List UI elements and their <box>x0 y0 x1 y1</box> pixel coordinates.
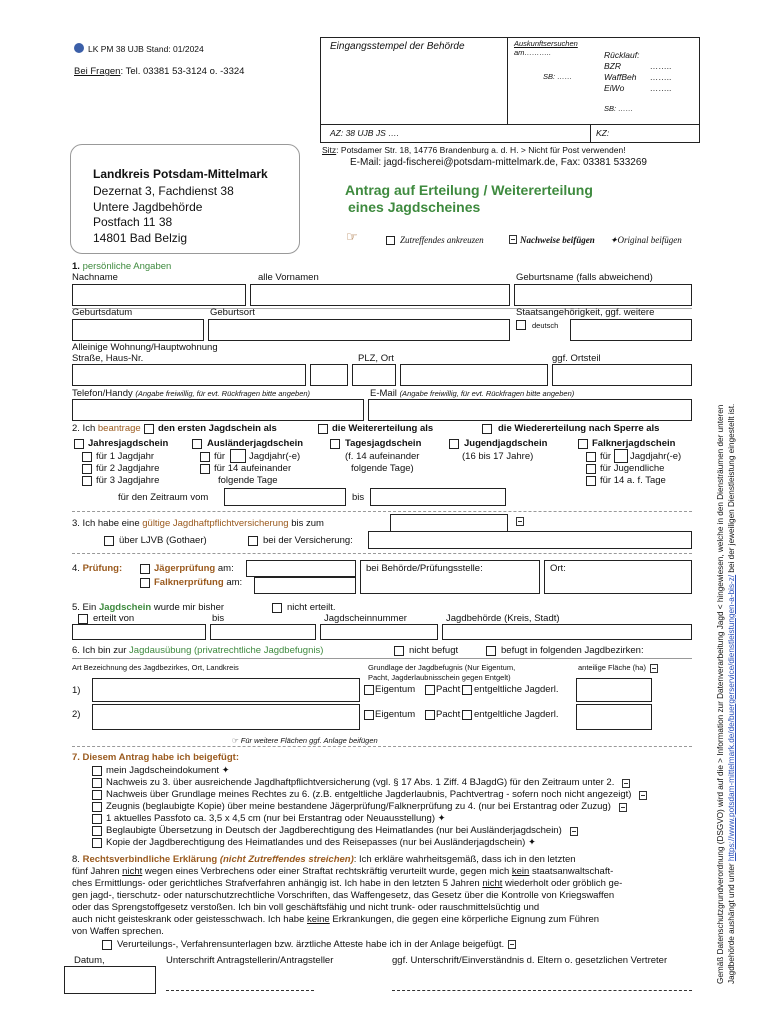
falkner-jj-checkbox[interactable] <box>586 452 596 462</box>
kz-label: KZ: <box>596 128 610 138</box>
form-title-line1: Antrag auf Erteilung / Weitererteilung <box>345 182 593 198</box>
nicht-befugt-label: nicht befugt <box>409 645 459 656</box>
versicherung-input[interactable] <box>368 531 692 549</box>
declaration-line6: von Waffen sprechen. <box>72 926 164 937</box>
declaration-line1: fünf Jahren nicht wegen eines Verbrechens oder einer Straftat rechtskräftig verurteilt wurde, gegen mich kein staatsanwaltschaft- <box>72 866 614 877</box>
jagdbehoerde-label: Jagdbehörde (Kreis, Stadt) <box>446 613 560 624</box>
attachment-item: Nachweis über Grundlage meines Rechtes zu 6. (z.B. entgeltliche Jagderlaubnis, Pachtvertrag - sofern noch nicht angezeigt) <box>106 789 632 800</box>
address-line1: Landkreis Potsdam-Mittelmark <box>93 167 268 181</box>
document-icon <box>505 234 517 245</box>
sec8-heading: 8. Rechtsverbindliche Erklärung (nicht Zutreffendes streichen): Ich erkläre wahrheitsgemäß, dass ich in den letzten <box>72 854 576 865</box>
row2-entgelt-checkbox[interactable] <box>462 710 472 720</box>
auslaender-label: Ausländerjagdschein <box>207 438 304 449</box>
stamp-label: Eingangsstempel der Behörde <box>330 41 465 52</box>
falkner-checkbox[interactable] <box>578 439 588 449</box>
pruefung-ort-input[interactable] <box>544 560 692 594</box>
flaeche-header: anteilige Fläche (ha) <box>578 663 658 673</box>
row1-pacht-label: Pacht <box>436 684 461 695</box>
falkner-14-label: für 14 a. f. Tage <box>600 475 666 486</box>
declaration-line2: ches Ermittlungs- oder gerichtliches Strafverfahren anhängig ist. Ich habe in den letzten 5 Jahren nicht wiederholt oder gröblich ge- <box>72 878 623 889</box>
row2-eigentum-label: Eigentum <box>375 709 416 720</box>
ort-input[interactable] <box>400 364 548 386</box>
legend-original: ✦Original beifügen <box>610 235 682 245</box>
nicht-erteilt-checkbox[interactable] <box>272 603 282 613</box>
jaegerpruefung-label: Jägerprüfung am: <box>154 563 234 574</box>
zeitraum-bis-label: bis <box>352 492 365 503</box>
geburtsort-label: Geburtsort <box>210 307 255 318</box>
declaration-line3: gen jagd-, tierschutz- oder naturschutzrechtliche Vorschriften, das Waffengesetz, das Gesetz über die Kontrolle von Kriegswaffen <box>72 890 615 901</box>
falkner-jugend-checkbox[interactable] <box>586 464 596 474</box>
zeitraum-von-input[interactable] <box>224 488 346 506</box>
row1-entgelt-checkbox[interactable] <box>462 685 472 695</box>
falknerpruefung-date-input[interactable] <box>254 577 356 594</box>
plz-label: PLZ, Ort <box>358 353 394 364</box>
jugend-age: (16 bis 17 Jahre) <box>462 451 534 462</box>
datum-label: Datum, <box>74 955 105 966</box>
auslaender-14-label: für 14 aufeinander <box>214 463 292 474</box>
sec1-heading: 1. persönliche Angaben <box>72 261 172 272</box>
jugend-checkbox[interactable] <box>449 439 459 449</box>
first-jagdschein-label: den ersten Jagdschein als <box>158 423 277 434</box>
datum-input[interactable] <box>64 966 156 994</box>
bzr-label: BZR <box>604 61 621 71</box>
erteilt-checkbox[interactable] <box>78 614 88 624</box>
eiwo-label: EiWo <box>604 83 625 93</box>
pointing-hand-icon: ☞ <box>346 229 358 244</box>
waffbeh-label: WaffBeh <box>604 72 637 82</box>
nicht-erteilt-label: nicht erteilt. <box>287 602 336 613</box>
falkner-jj-label: Jagdjahr(-e) <box>630 451 682 462</box>
weitere-flaechen-note: ☞ Für weitere Flächen ggf. Anlage beifügen <box>232 736 378 745</box>
jagdbezirk-row1-label: 1) <box>72 685 81 696</box>
email-fax-line: E-Mail: jagd-fischerei@potsdam-mittelmark.de, Fax: 03381 533269 <box>350 157 647 168</box>
staat-label: Staatsangehörigkeit, ggf. weitere <box>516 307 655 318</box>
zeitraum-bis-input[interactable] <box>370 488 506 506</box>
attachment-checkbox[interactable] <box>92 826 102 836</box>
legend-ankreuzen: Zutreffendes ankreuzen <box>400 235 484 245</box>
auskunft-sb: SB: …… <box>543 72 573 81</box>
jagdbezirk-row1-input[interactable] <box>92 678 360 702</box>
sec7-heading: 7. Diesem Antrag habe ich beigefügt: <box>72 752 239 763</box>
auskunft-am: am……….. <box>514 48 552 57</box>
declaration-line4: oder das Sprengstoffgesetz verstoßen. Ich bin voll geschäftsfähig und nicht trunk- oder rauschmittelsüchtig und <box>72 902 540 913</box>
auslaender-folgende-label: folgende Tage <box>218 475 278 486</box>
auslaender-checkbox[interactable] <box>192 439 202 449</box>
dsgvo-sidebar: Gemäß Datenschutzgrundverordnung (DSGVO) wird auf die > Information zur Datenverarbeitung Jagd < hingewiesen, welche in den Diensträumen der unteren Jagdbehörde aushängt und unter https://www.potsdam-mittelmark.de/de/buergerservice/dienstleistungen-a-bis-z/ bei der jeweiligen Dienstleistung eingestellt ist. <box>716 403 736 984</box>
tages-note1: (f. 14 aufeinander <box>345 451 420 462</box>
ljvb-label: über LJVB (Gothaer) <box>119 535 207 546</box>
grundlage-header1: Grundlage der Jagdbefugnis (Nur Eigentum, <box>368 663 516 672</box>
geburtsort-input[interactable] <box>208 319 510 341</box>
falkner-label: Falknerjagdschein <box>592 438 676 449</box>
falknerpruefung-label: Falknerprüfung am: <box>154 577 243 588</box>
attachment-item: Beglaubigte Übersetzung in Deutsch der Jagdberechtigung des Heimatlandes (nur bei Ausländerjagdschein) <box>106 825 562 836</box>
verurteilung-checkbox[interactable] <box>102 940 112 950</box>
sec3-heading: 3. Ich habe eine gültige Jagdhaftpflichtversicherung bis zum <box>72 518 324 529</box>
staat-weitere-input[interactable] <box>570 319 692 341</box>
dsgvo-link[interactable]: https://www.potsdam-mittelmark.de/de/buergerservice/dienstleistungen-a-bis-z/ <box>727 574 736 862</box>
geburtsdatum-input[interactable] <box>72 319 204 341</box>
deutsch-label: deutsch <box>532 321 559 330</box>
falkner-jugend-label: für Jugendliche <box>600 463 665 474</box>
geburtsname-input[interactable] <box>514 284 692 306</box>
geburtsdatum-label: Geburtsdatum <box>72 307 133 318</box>
attachment-item: Kopie der Jagdberechtigung des Heimatlandes und des Reisepasses (nur bei Ausländerjagdschein) ✦ <box>106 837 536 848</box>
geburtsname-label: Geburtsname (falls abweichend) <box>516 272 653 283</box>
row2-entgelt-label: entgeltliche Jagderl. <box>474 709 559 720</box>
erteilt-von-input[interactable] <box>72 624 206 640</box>
hausnr-input[interactable] <box>310 364 348 386</box>
row1-pacht-checkbox[interactable] <box>425 685 435 695</box>
attachment-checkbox[interactable] <box>92 838 102 848</box>
jahr1-checkbox[interactable] <box>82 452 92 462</box>
row2-pacht-checkbox[interactable] <box>425 710 435 720</box>
row2-flaeche-input[interactable] <box>576 704 652 730</box>
ortsteil-label: ggf. Ortsteil <box>552 353 601 364</box>
jaegerpruefung-date-input[interactable] <box>246 560 356 577</box>
grundlage-header2: Pacht, Jagderlaubnisschein gegen Entgelt) <box>368 673 511 682</box>
address-line5: 14801 Bad Belzig <box>93 231 188 245</box>
legend-checkbox-icon <box>386 236 395 245</box>
legend-nachweise: Nachweise beifügen <box>520 235 595 245</box>
jaegerpruefung-checkbox[interactable] <box>140 564 150 574</box>
auslaender-jj-checkbox[interactable] <box>200 452 210 462</box>
form-code: LK PM 38 UJB Stand: 01/2024 <box>88 44 204 54</box>
attachment-item: 1 aktuelles Passfoto ca. 3,5 x 4,5 cm (nur bei Erstantrag oder Neuausstellung) ✦ <box>106 813 446 824</box>
attachment-checkbox[interactable] <box>92 778 102 788</box>
vornamen-label: alle Vornamen <box>258 272 319 283</box>
sec5-heading: 5. Ein Jagdschein wurde mir bisher <box>72 602 225 613</box>
deutsch-checkbox[interactable] <box>516 320 526 330</box>
andere-versicherung-label: bei der Versicherung: <box>263 535 353 546</box>
document-icon <box>570 827 578 836</box>
row1-entgelt-label: entgeltliche Jagderl. <box>474 684 559 695</box>
auslaender-jj-label: Jagdjahr(-e) <box>249 451 301 462</box>
auskunft-title: Auskunftsersuchen <box>514 39 578 48</box>
row1-eigentum-label: Eigentum <box>375 684 416 695</box>
first-jagdschein-checkbox[interactable] <box>144 424 154 434</box>
jahr1-label: für 1 Jagdjahr <box>96 451 155 462</box>
falknerpruefung-checkbox[interactable] <box>140 578 150 588</box>
attachment-item: mein Jagdscheindokument ✦ <box>106 765 230 776</box>
tages-checkbox[interactable] <box>330 439 340 449</box>
auslaender-fuer-label: für <box>214 451 226 462</box>
jagdscheinnummer-input[interactable] <box>320 624 438 640</box>
plz-input[interactable] <box>352 364 396 386</box>
erteilt-bis-label: bis <box>212 613 225 624</box>
strasse-label: Straße, Haus-Nr. <box>72 353 144 364</box>
zeitraum-label: für den Zeitraum vom <box>118 492 209 503</box>
address-line2: Dezernat 3, Fachdienst 38 <box>93 184 234 198</box>
auslaender-14-checkbox[interactable] <box>200 464 210 474</box>
befugt-checkbox[interactable] <box>486 646 496 656</box>
nicht-befugt-checkbox[interactable] <box>394 646 404 656</box>
sec2-heading: 2. Ich beantrage <box>72 423 141 434</box>
nachname-label: Nachname <box>72 272 118 283</box>
ruecklauf-label: Rücklauf: <box>604 50 640 60</box>
falkner-jj-input[interactable] <box>614 449 628 463</box>
jahr2-label: für 2 Jagdjahre <box>96 463 160 474</box>
document-icon <box>619 803 627 812</box>
telefon-label: Telefon/Handy (Angabe freiwillig, für evt. Rückfragen bitte angeben) <box>72 388 311 399</box>
versicherung-bis-input[interactable] <box>390 514 508 532</box>
jagdbezirk-header: Art Bezeichnung des Jagdbezirkes, Ort, Landkreis <box>72 663 239 672</box>
jahr2-checkbox[interactable] <box>82 464 92 474</box>
jagdscheinnummer-label: Jagdscheinnummer <box>324 613 407 624</box>
jahr3-label: für 3 Jagdjahre <box>96 475 160 486</box>
tages-note2: folgende Tage) <box>351 463 414 474</box>
pruefung-ort-label: Ort: <box>550 563 566 574</box>
declaration-line5: auch nicht geisteskrank oder geistesschwach. Ich habe keine Erkrankungen, die gegen eine körperliche Eignung zum Führen <box>72 914 600 925</box>
questions-text: : Tel. 03381 53-3124 o. -3324 <box>120 66 245 77</box>
sec4-heading: 4. Prüfung: <box>72 563 123 574</box>
email-input[interactable] <box>368 399 692 421</box>
jagdbehoerde-input[interactable] <box>442 624 692 640</box>
document-icon <box>639 791 647 800</box>
form-title-line2: eines Jagdscheines <box>348 199 481 215</box>
row2-eigentum-checkbox[interactable] <box>364 710 374 720</box>
ljvb-checkbox[interactable] <box>104 536 114 546</box>
az-label: AZ: 38 UJB JS …. <box>330 128 399 138</box>
falkner-fuer-label: für <box>600 451 612 462</box>
vornamen-input[interactable] <box>250 284 510 306</box>
telefon-input[interactable] <box>72 399 364 421</box>
attachment-checkbox[interactable] <box>92 802 102 812</box>
questions-label: Bei Fragen <box>74 66 121 77</box>
address-line4: Postfach 11 38 <box>93 215 173 229</box>
email-label: E-Mail (Angabe freiwillig, für evt. Rückfragen bitte angeben) <box>370 388 575 399</box>
jugend-label: Jugendjagdschein <box>464 438 548 449</box>
falkner-14-checkbox[interactable] <box>586 476 596 486</box>
sec3-document-icon <box>512 516 524 527</box>
jahres-label: Jahresjagdschein <box>88 438 169 449</box>
attachment-checkbox[interactable] <box>92 766 102 776</box>
andere-versicherung-checkbox[interactable] <box>248 536 258 546</box>
document-icon <box>622 779 630 788</box>
eltern-label: ggf. Unterschrift/Einverständnis d. Eltern o. gesetzlichen Vertreter <box>392 955 668 966</box>
address-line3: Untere Jagdbehörde <box>93 200 203 214</box>
pruefungsstelle-label: bei Behörde/Prüfungsstelle: <box>366 563 483 574</box>
befugt-label: befugt in folgenden Jagdbezirken: <box>501 645 644 656</box>
row2-pacht-label: Pacht <box>436 709 461 720</box>
sb2-label: SB: …… <box>604 104 634 113</box>
jahres-checkbox[interactable] <box>74 439 84 449</box>
wiedererteilung-label: die Wiedererteilung nach Sperre als <box>498 423 660 434</box>
jagdbezirk-row2-label: 2) <box>72 709 81 720</box>
attachment-item: Nachweis zu 3. über ausreichende Jagdhaftpflichtversicherung (vgl. § 17 Abs. 1 Ziff. 4 BJagdG) für den Zeitraum unter 2. <box>106 777 615 788</box>
sitz-line: Sitz: Potsdamer Str. 18, 14776 Brandenburg a. d. H. > Nicht für Post verwenden! <box>322 145 626 155</box>
attachment-item: Zeugnis (beglaubigte Kopie) über meine bestandene Jägerprüfung/Falknerprüfung zu 4. (nur bei Erstantrag oder Zuzug) <box>106 801 611 812</box>
ortsteil-input[interactable] <box>552 364 692 386</box>
erteilt-bis-input[interactable] <box>210 624 316 640</box>
attachment-checkbox[interactable] <box>92 814 102 824</box>
weitererteilung-label: die Weitererteilung als <box>332 423 434 434</box>
tages-label: Tagesjagdschein <box>345 438 422 449</box>
unterschrift-label: Unterschrift Antragstellerin/Antragsteller <box>166 955 334 966</box>
erteilt-von-label: erteilt von <box>93 613 135 624</box>
row1-eigentum-checkbox[interactable] <box>364 685 374 695</box>
questions-line <box>74 66 244 77</box>
sec6-heading: 6. Ich bin zur Jagdausübung (privatrechtliche Jagdbefugnis) <box>72 645 324 656</box>
jahr3-checkbox[interactable] <box>82 476 92 486</box>
verurteilung-label: Verurteilungs-, Verfahrensunterlagen bzw. ärztliche Atteste habe ich in der Anlage beigefügt. <box>117 939 516 950</box>
strasse-input[interactable] <box>72 364 306 386</box>
wiedererteilung-checkbox[interactable] <box>482 424 492 434</box>
auslaender-jj-input[interactable] <box>230 449 246 463</box>
wohnung-label: Alleinige Wohnung/Hauptwohnung <box>72 342 218 353</box>
jagdbezirk-row2-input[interactable] <box>92 704 360 730</box>
row1-flaeche-input[interactable] <box>576 678 652 702</box>
attachment-checkbox[interactable] <box>92 790 102 800</box>
weitererteilung-checkbox[interactable] <box>318 424 328 434</box>
pm-logo-icon <box>74 43 84 53</box>
nachname-input[interactable] <box>72 284 246 306</box>
